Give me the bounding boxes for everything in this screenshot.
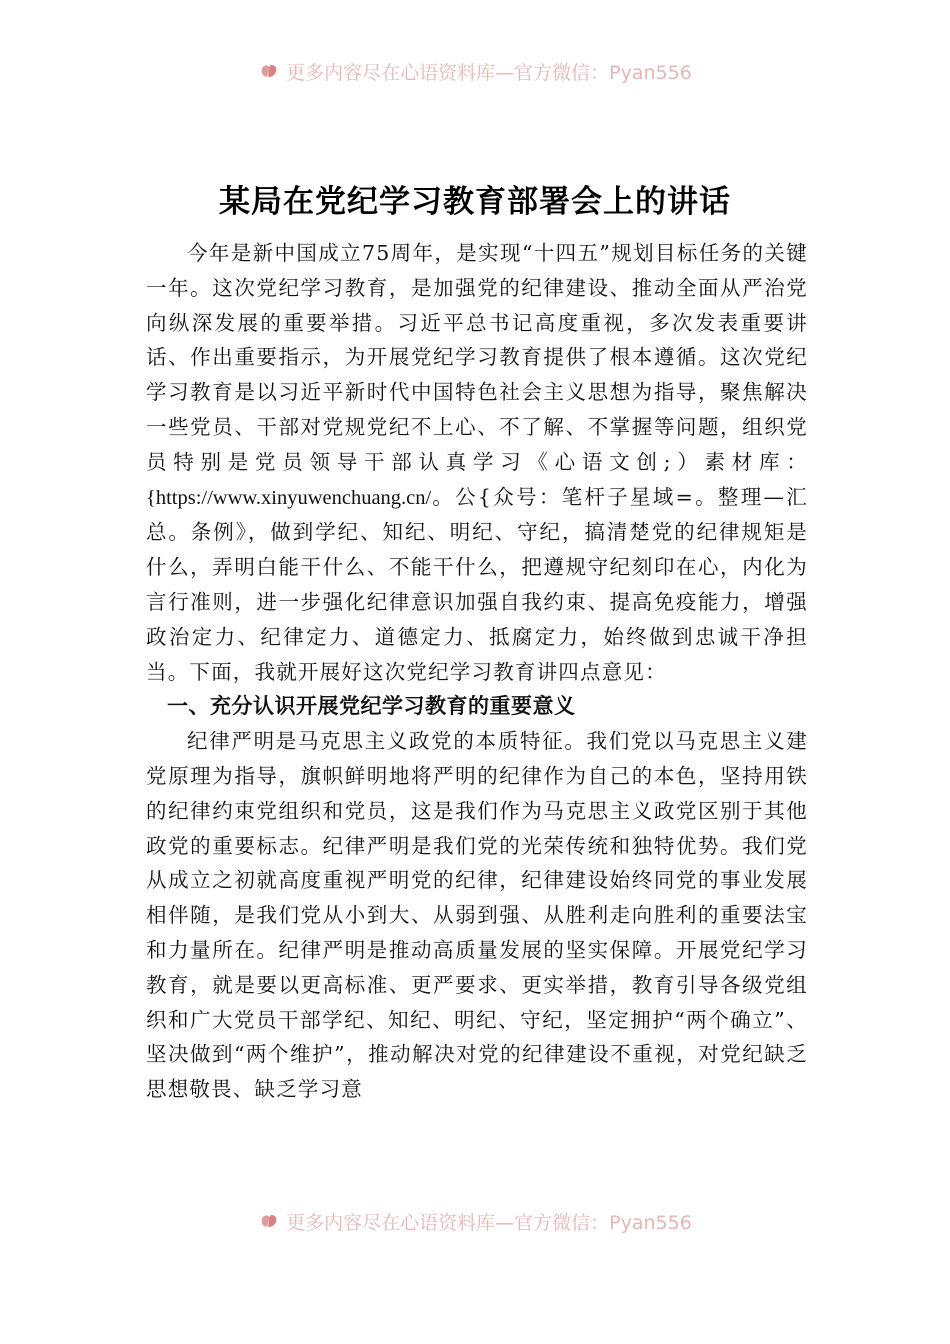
watermark-text: 更多内容尽在心语资料库—官方微信：Pyan556 [286, 61, 692, 84]
brand-logo-icon [258, 60, 280, 82]
paragraph-intro-text-b: 。公{众号：笔杆子星域=。整理—汇总。条例》，做到学纪、知纪、明纪、守纪，搞清楚党的纪律规矩是什么，弄明白能干什么、不能干什么，把遵规守纪刻印在心，内化为言行准则，进一步强化纪律意识加强自我约束、提高免疫能力，增强政治定力、纪律定力、道德定力、抵腐定力，始终做到忠诚干净担当。下面，我就开展好这次党纪学习教育讲四点意见： [146, 484, 808, 684]
paragraph-intro [146, 236, 808, 689]
source-url: {https://www.xinyuwenchuang.cn/ [146, 486, 432, 509]
paragraph-section-1: 纪律严明是马克思主义政党的本质特征。我们党以马克思主义建党原理为指导，旗帜鲜明地将严明的纪律作为自己的本色，坚持用铁的纪律约束党组织和党员，这是我们作为马克思主义政党区别于其他政党的重要标志。纪律严明是我们党的光荣传统和独特优势。我们党从成立之初就高度重视严明党的纪律，纪律建设始终同党的事业发展相伴随，是我们党从小到大、从弱到强、从胜利走向胜利的重要法宝和力量所在。纪律严明是推动高质量发展的坚实保障。开展党纪学习教育，就是要以更高标准、更严要求、更实举措，教育引导各级党组织和广大党员干部学纪、知纪、明纪、守纪，坚定拥护“两个确立”、坚决做到“两个维护”，推动解决对党的纪律建设不重视，对党纪缺乏思想敬畏、缺乏学习意 [146, 729, 808, 1102]
section-heading-1: 一、充分认识开展党纪学习教育的重要意义 [167, 694, 576, 719]
document-title: 某局在党纪学习教育部署会上的讲话 [219, 184, 731, 220]
brand-logo-icon [258, 1210, 280, 1232]
watermark-footer [0, 1206, 950, 1236]
watermark-header [0, 56, 950, 86]
paragraph-intro-text-a: 今年是新中国成立75周年，是实现“十四五”规划目标任务的关键一年。这次党纪学习教育，是加强党的纪律建设、推动全面从严治党向纵深发展的重要举措。习近平总书记高度重视，多次发表重要讲话、作出重要指示，为开展党纪学习教育提供了根本遵循。这次党纪学习教育是以习近平新时代中国特色社会主义思想为指导，聚焦解决一些党员、干部对党规党纪不上心、不了解、不掌握等问题，组织党员特别是党员领导干部认真学习《心语文创;）素材库： [146, 241, 808, 474]
document-body [146, 236, 808, 1107]
watermark-text: 更多内容尽在心语资料库—官方微信：Pyan556 [286, 1211, 692, 1234]
